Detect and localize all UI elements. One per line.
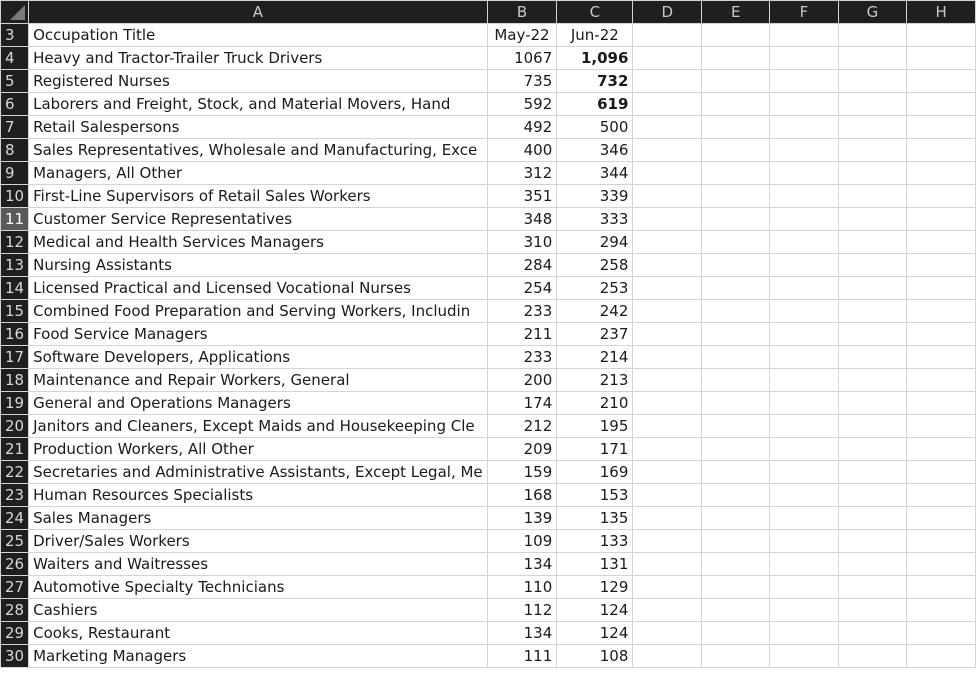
cell-occupation-title[interactable]: Driver/Sales Workers xyxy=(29,530,488,553)
cell-occupation-title[interactable]: Customer Service Representatives xyxy=(29,208,488,231)
cell-may-22-value[interactable]: 200 xyxy=(487,369,557,392)
row-header[interactable]: 6 xyxy=(1,93,29,116)
cell-occupation-title[interactable]: First-Line Supervisors of Retail Sales Workers xyxy=(29,185,488,208)
cell-empty[interactable] xyxy=(838,277,907,300)
cell-empty[interactable] xyxy=(770,70,838,93)
cell-empty[interactable] xyxy=(633,369,702,392)
cell-empty[interactable] xyxy=(907,116,976,139)
cell-empty[interactable] xyxy=(702,116,770,139)
cell-empty[interactable] xyxy=(838,530,907,553)
cell-may-22-value[interactable]: 284 xyxy=(487,254,557,277)
cell-empty[interactable] xyxy=(702,415,770,438)
cell-empty[interactable] xyxy=(702,185,770,208)
select-all-icon xyxy=(10,5,25,20)
table-row xyxy=(1,622,976,645)
cell-empty[interactable] xyxy=(770,530,838,553)
table-row xyxy=(1,530,976,553)
cell-occupation-title[interactable]: Human Resources Specialists xyxy=(29,484,488,507)
row-header[interactable]: 9 xyxy=(1,162,29,185)
cell-empty[interactable] xyxy=(633,507,702,530)
cell-empty[interactable] xyxy=(633,530,702,553)
cell-may-22-value[interactable]: 212 xyxy=(487,415,557,438)
row-header[interactable]: 16 xyxy=(1,323,29,346)
cell-empty[interactable] xyxy=(702,254,770,277)
row-header[interactable]: 8 xyxy=(1,139,29,162)
row-header[interactable]: 10 xyxy=(1,185,29,208)
cell-empty[interactable] xyxy=(702,346,770,369)
cell-empty[interactable] xyxy=(838,622,907,645)
cell-empty[interactable] xyxy=(702,231,770,254)
cell-jun-22-value[interactable]: 171 xyxy=(557,438,633,461)
cell-jun-22-value[interactable]: 135 xyxy=(557,507,633,530)
cell-empty[interactable] xyxy=(838,24,907,47)
cell-empty[interactable] xyxy=(702,484,770,507)
cell-may-22-value[interactable]: 159 xyxy=(487,461,557,484)
cell-empty[interactable] xyxy=(633,300,702,323)
cell-empty[interactable] xyxy=(770,415,838,438)
column-header-h[interactable]: H xyxy=(907,1,976,24)
cell-empty[interactable] xyxy=(770,622,838,645)
cell-empty[interactable] xyxy=(838,116,907,139)
cell-empty[interactable] xyxy=(770,369,838,392)
cell-empty[interactable] xyxy=(702,208,770,231)
cell-empty[interactable] xyxy=(770,346,838,369)
cell-empty[interactable] xyxy=(838,576,907,599)
cell-empty[interactable] xyxy=(633,254,702,277)
cell-empty[interactable] xyxy=(633,185,702,208)
cell-empty[interactable] xyxy=(633,484,702,507)
table-row xyxy=(1,139,976,162)
cell-jun-22-value[interactable]: 210 xyxy=(557,392,633,415)
cell-empty[interactable] xyxy=(907,484,976,507)
cell-may-22-value[interactable]: 348 xyxy=(487,208,557,231)
table-row xyxy=(1,645,976,668)
cell-jun-22-value[interactable]: 195 xyxy=(557,415,633,438)
cell-empty[interactable] xyxy=(770,93,838,116)
cell-empty[interactable] xyxy=(838,645,907,668)
cell-empty[interactable] xyxy=(702,438,770,461)
cell-jun-22-value[interactable]: 242 xyxy=(557,300,633,323)
cell-occupation-title[interactable]: Production Workers, All Other xyxy=(29,438,488,461)
cell-empty[interactable] xyxy=(633,576,702,599)
cell-empty[interactable] xyxy=(633,70,702,93)
cell-jun-22-value[interactable]: 294 xyxy=(557,231,633,254)
table-row xyxy=(1,185,976,208)
cell-empty[interactable] xyxy=(838,254,907,277)
cell-empty[interactable] xyxy=(770,438,838,461)
cell-may-22-value[interactable]: 211 xyxy=(487,323,557,346)
cell-empty[interactable] xyxy=(907,277,976,300)
row-header[interactable]: 5 xyxy=(1,70,29,93)
column-header-f[interactable]: F xyxy=(770,1,838,24)
cell-empty[interactable] xyxy=(702,645,770,668)
cell-may-22-value[interactable]: 110 xyxy=(487,576,557,599)
cell-may-22-value[interactable]: 112 xyxy=(487,599,557,622)
cell-empty[interactable] xyxy=(633,438,702,461)
cell-empty[interactable] xyxy=(838,369,907,392)
cell-may-22-value[interactable]: 312 xyxy=(487,162,557,185)
cell-empty[interactable] xyxy=(633,24,702,47)
cell-occupation-title[interactable]: Laborers and Freight, Stock, and Material Movers, Hand xyxy=(29,93,488,116)
cell-empty[interactable] xyxy=(702,139,770,162)
cell-empty[interactable] xyxy=(907,139,976,162)
cell-empty[interactable] xyxy=(702,70,770,93)
cell-occupation-title[interactable]: Food Service Managers xyxy=(29,323,488,346)
cell-empty[interactable] xyxy=(838,139,907,162)
cell-empty[interactable] xyxy=(907,231,976,254)
cell-jun-22-value[interactable]: 346 xyxy=(557,139,633,162)
cell-empty[interactable] xyxy=(838,47,907,70)
cell-empty[interactable] xyxy=(702,461,770,484)
cell-empty[interactable] xyxy=(633,599,702,622)
cell-empty[interactable] xyxy=(907,254,976,277)
cell-empty[interactable] xyxy=(907,645,976,668)
row-header[interactable]: 27 xyxy=(1,576,29,599)
cell-occupation-title[interactable]: Janitors and Cleaners, Except Maids and Housekeeping Cle xyxy=(29,415,488,438)
cell-empty[interactable] xyxy=(907,576,976,599)
cell-may-22-value[interactable]: 209 xyxy=(487,438,557,461)
cell-may-22-value[interactable]: 310 xyxy=(487,231,557,254)
row-header[interactable]: 29 xyxy=(1,622,29,645)
cell-jun-22-value[interactable]: 108 xyxy=(557,645,633,668)
cell-empty[interactable] xyxy=(838,93,907,116)
cell-empty[interactable] xyxy=(907,300,976,323)
row-header[interactable]: 24 xyxy=(1,507,29,530)
cell-empty[interactable] xyxy=(770,277,838,300)
table-row xyxy=(1,438,976,461)
cell-empty[interactable] xyxy=(907,70,976,93)
cell-empty[interactable] xyxy=(838,461,907,484)
cell-empty[interactable] xyxy=(633,622,702,645)
row-header[interactable]: 28 xyxy=(1,599,29,622)
cell-empty[interactable] xyxy=(770,139,838,162)
cell-occupation-title[interactable]: Managers, All Other xyxy=(29,162,488,185)
cell-empty[interactable] xyxy=(907,185,976,208)
cell-occupation-title[interactable]: Cashiers xyxy=(29,599,488,622)
table-row xyxy=(1,47,976,70)
cell-jun-22-value[interactable]: 500 xyxy=(557,116,633,139)
row-header[interactable]: 26 xyxy=(1,553,29,576)
cell-may-22-value[interactable]: 139 xyxy=(487,507,557,530)
cell-occupation-title[interactable]: Software Developers, Applications xyxy=(29,346,488,369)
cell-empty[interactable] xyxy=(838,185,907,208)
cell-empty[interactable] xyxy=(633,346,702,369)
table-row xyxy=(1,369,976,392)
cell-may-22-value[interactable]: 492 xyxy=(487,116,557,139)
cell-empty[interactable] xyxy=(633,277,702,300)
cell-empty[interactable] xyxy=(770,553,838,576)
cell-empty[interactable] xyxy=(907,208,976,231)
cell-may-22-value[interactable]: 1067 xyxy=(487,47,557,70)
cell-occupation-title[interactable]: Sales Representatives, Wholesale and Manufacturing, Exce xyxy=(29,139,488,162)
cell-empty[interactable] xyxy=(770,645,838,668)
cell-empty[interactable] xyxy=(838,484,907,507)
cell-empty[interactable] xyxy=(702,530,770,553)
cell-empty[interactable] xyxy=(907,622,976,645)
row-header[interactable]: 22 xyxy=(1,461,29,484)
cell-empty[interactable] xyxy=(907,93,976,116)
cell-empty[interactable] xyxy=(770,162,838,185)
cell-empty[interactable] xyxy=(633,461,702,484)
cell-empty[interactable] xyxy=(702,277,770,300)
row-header[interactable]: 19 xyxy=(1,392,29,415)
cell-jun-22-value[interactable]: 1,096 xyxy=(557,47,633,70)
cell-empty[interactable] xyxy=(702,553,770,576)
cell-empty[interactable] xyxy=(633,162,702,185)
cell-occupation-title[interactable]: General and Operations Managers xyxy=(29,392,488,415)
cell-jun-22-value[interactable]: 253 xyxy=(557,277,633,300)
row-header[interactable]: 4 xyxy=(1,47,29,70)
cell-empty[interactable] xyxy=(838,438,907,461)
row-header[interactable]: 23 xyxy=(1,484,29,507)
cell-may-22-header[interactable]: May-22 xyxy=(487,24,557,47)
row-header[interactable]: 7 xyxy=(1,116,29,139)
sheet-row-header xyxy=(1,24,976,47)
cell-empty[interactable] xyxy=(838,70,907,93)
cell-may-22-value[interactable]: 134 xyxy=(487,622,557,645)
cell-empty[interactable] xyxy=(702,300,770,323)
column-header-a[interactable]: A xyxy=(29,1,488,24)
cell-empty[interactable] xyxy=(770,254,838,277)
table-row xyxy=(1,254,976,277)
cell-jun-22-value[interactable]: 133 xyxy=(557,530,633,553)
cell-empty[interactable] xyxy=(633,415,702,438)
cell-empty[interactable] xyxy=(907,553,976,576)
cell-empty[interactable] xyxy=(702,47,770,70)
cell-empty[interactable] xyxy=(907,162,976,185)
cell-empty[interactable] xyxy=(838,415,907,438)
cell-empty[interactable] xyxy=(633,231,702,254)
cell-empty[interactable] xyxy=(907,24,976,47)
table-row xyxy=(1,93,976,116)
table-row xyxy=(1,162,976,185)
table-row xyxy=(1,277,976,300)
cell-empty[interactable] xyxy=(907,507,976,530)
table-row xyxy=(1,323,976,346)
cell-empty[interactable] xyxy=(838,231,907,254)
cell-jun-22-value[interactable]: 124 xyxy=(557,599,633,622)
cell-empty[interactable] xyxy=(770,599,838,622)
cell-jun-22-value[interactable]: 258 xyxy=(557,254,633,277)
row-header[interactable]: 18 xyxy=(1,369,29,392)
cell-empty[interactable] xyxy=(770,231,838,254)
cell-empty[interactable] xyxy=(702,93,770,116)
column-header-row xyxy=(1,1,976,24)
cell-jun-22-value[interactable]: 213 xyxy=(557,369,633,392)
cell-jun-22-value[interactable]: 214 xyxy=(557,346,633,369)
cell-empty[interactable] xyxy=(838,553,907,576)
cell-occupation-title-header[interactable]: Occupation Title xyxy=(29,24,488,47)
table-row xyxy=(1,208,976,231)
cell-may-22-value[interactable]: 592 xyxy=(487,93,557,116)
cell-empty[interactable] xyxy=(838,392,907,415)
cell-empty[interactable] xyxy=(770,208,838,231)
cell-may-22-value[interactable]: 233 xyxy=(487,300,557,323)
cell-may-22-value[interactable]: 174 xyxy=(487,392,557,415)
cell-jun-22-value[interactable]: 153 xyxy=(557,484,633,507)
cell-empty[interactable] xyxy=(702,323,770,346)
cell-empty[interactable] xyxy=(838,599,907,622)
cell-empty[interactable] xyxy=(770,24,838,47)
cell-may-22-value[interactable]: 109 xyxy=(487,530,557,553)
select-all-button[interactable] xyxy=(1,1,29,24)
row-header[interactable]: 3 xyxy=(1,24,29,47)
cell-empty[interactable] xyxy=(770,484,838,507)
cell-occupation-title[interactable]: Retail Salespersons xyxy=(29,116,488,139)
cell-may-22-value[interactable]: 134 xyxy=(487,553,557,576)
cell-empty[interactable] xyxy=(907,346,976,369)
cell-empty[interactable] xyxy=(770,323,838,346)
column-header-c[interactable]: C xyxy=(557,1,633,24)
cell-occupation-title[interactable]: Heavy and Tractor-Trailer Truck Drivers xyxy=(29,47,488,70)
cell-jun-22-value[interactable]: 333 xyxy=(557,208,633,231)
cell-empty[interactable] xyxy=(907,461,976,484)
row-header[interactable]: 25 xyxy=(1,530,29,553)
row-header[interactable]: 21 xyxy=(1,438,29,461)
cell-empty[interactable] xyxy=(702,162,770,185)
cell-empty[interactable] xyxy=(633,645,702,668)
cell-empty[interactable] xyxy=(907,530,976,553)
row-header[interactable]: 20 xyxy=(1,415,29,438)
table-row xyxy=(1,576,976,599)
column-header-e[interactable]: E xyxy=(702,1,770,24)
cell-empty[interactable] xyxy=(838,507,907,530)
row-header[interactable]: 17 xyxy=(1,346,29,369)
cell-occupation-title[interactable]: Sales Managers xyxy=(29,507,488,530)
table-row xyxy=(1,346,976,369)
cell-empty[interactable] xyxy=(770,576,838,599)
row-header[interactable]: 11 xyxy=(1,208,29,231)
cell-occupation-title[interactable]: Licensed Practical and Licensed Vocational Nurses xyxy=(29,277,488,300)
cell-jun-22-value[interactable]: 129 xyxy=(557,576,633,599)
cell-may-22-value[interactable]: 233 xyxy=(487,346,557,369)
row-header[interactable]: 12 xyxy=(1,231,29,254)
column-header-g[interactable]: G xyxy=(838,1,907,24)
cell-empty[interactable] xyxy=(770,185,838,208)
table-row xyxy=(1,116,976,139)
cell-may-22-value[interactable]: 351 xyxy=(487,185,557,208)
column-header-d[interactable]: D xyxy=(633,1,702,24)
table-row xyxy=(1,415,976,438)
cell-empty[interactable] xyxy=(633,553,702,576)
cell-empty[interactable] xyxy=(633,139,702,162)
cell-empty[interactable] xyxy=(633,323,702,346)
cell-empty[interactable] xyxy=(907,323,976,346)
cell-empty[interactable] xyxy=(702,369,770,392)
table-row xyxy=(1,507,976,530)
cell-empty[interactable] xyxy=(838,162,907,185)
cell-occupation-title[interactable]: Automotive Specialty Technicians xyxy=(29,576,488,599)
cell-empty[interactable] xyxy=(838,346,907,369)
cell-empty[interactable] xyxy=(770,507,838,530)
cell-occupation-title[interactable]: Maintenance and Repair Workers, General xyxy=(29,369,488,392)
cell-empty[interactable] xyxy=(770,392,838,415)
cell-empty[interactable] xyxy=(633,93,702,116)
cell-empty[interactable] xyxy=(702,507,770,530)
cell-empty[interactable] xyxy=(702,24,770,47)
cell-empty[interactable] xyxy=(907,47,976,70)
row-header[interactable]: 15 xyxy=(1,300,29,323)
cell-empty[interactable] xyxy=(907,369,976,392)
cell-empty[interactable] xyxy=(838,300,907,323)
cell-empty[interactable] xyxy=(770,300,838,323)
column-header-b[interactable]: B xyxy=(487,1,557,24)
table-row xyxy=(1,300,976,323)
cell-empty[interactable] xyxy=(838,208,907,231)
cell-occupation-title[interactable]: Nursing Assistants xyxy=(29,254,488,277)
cell-jun-22-value[interactable]: 131 xyxy=(557,553,633,576)
cell-jun-22-header[interactable]: Jun-22 xyxy=(557,24,633,47)
cell-may-22-value[interactable]: 168 xyxy=(487,484,557,507)
cell-occupation-title[interactable]: Secretaries and Administrative Assistants, Except Legal, Me xyxy=(29,461,488,484)
cell-may-22-value[interactable]: 400 xyxy=(487,139,557,162)
cell-empty[interactable] xyxy=(702,622,770,645)
cell-occupation-title[interactable]: Combined Food Preparation and Serving Workers, Includin xyxy=(29,300,488,323)
table-row xyxy=(1,484,976,507)
table-row xyxy=(1,553,976,576)
cell-jun-22-value[interactable]: 124 xyxy=(557,622,633,645)
cell-occupation-title[interactable]: Marketing Managers xyxy=(29,645,488,668)
cell-empty[interactable] xyxy=(633,208,702,231)
cell-jun-22-value[interactable]: 237 xyxy=(557,323,633,346)
table-row xyxy=(1,392,976,415)
cell-empty[interactable] xyxy=(633,116,702,139)
cell-jun-22-value[interactable]: 169 xyxy=(557,461,633,484)
cell-empty[interactable] xyxy=(907,392,976,415)
row-header[interactable]: 30 xyxy=(1,645,29,668)
cell-occupation-title[interactable]: Medical and Health Services Managers xyxy=(29,231,488,254)
row-header[interactable]: 13 xyxy=(1,254,29,277)
cell-empty[interactable] xyxy=(770,461,838,484)
cell-may-22-value[interactable]: 111 xyxy=(487,645,557,668)
cell-empty[interactable] xyxy=(838,323,907,346)
cell-empty[interactable] xyxy=(633,47,702,70)
cell-occupation-title[interactable]: Registered Nurses xyxy=(29,70,488,93)
table-row xyxy=(1,70,976,93)
cell-may-22-value[interactable]: 254 xyxy=(487,277,557,300)
cell-empty[interactable] xyxy=(702,599,770,622)
row-header[interactable]: 14 xyxy=(1,277,29,300)
cell-empty[interactable] xyxy=(770,47,838,70)
cell-occupation-title[interactable]: Waiters and Waitresses xyxy=(29,553,488,576)
cell-empty[interactable] xyxy=(633,392,702,415)
cell-may-22-value[interactable]: 735 xyxy=(487,70,557,93)
cell-empty[interactable] xyxy=(702,392,770,415)
cell-jun-22-value[interactable]: 732 xyxy=(557,70,633,93)
cell-empty[interactable] xyxy=(907,599,976,622)
cell-empty[interactable] xyxy=(770,116,838,139)
cell-empty[interactable] xyxy=(702,576,770,599)
cell-jun-22-value[interactable]: 339 xyxy=(557,185,633,208)
cell-empty[interactable] xyxy=(907,415,976,438)
cell-jun-22-value[interactable]: 619 xyxy=(557,93,633,116)
cell-occupation-title[interactable]: Cooks, Restaurant xyxy=(29,622,488,645)
table-row xyxy=(1,461,976,484)
cell-empty[interactable] xyxy=(907,438,976,461)
table-row xyxy=(1,231,976,254)
cell-jun-22-value[interactable]: 344 xyxy=(557,162,633,185)
table-row xyxy=(1,599,976,622)
